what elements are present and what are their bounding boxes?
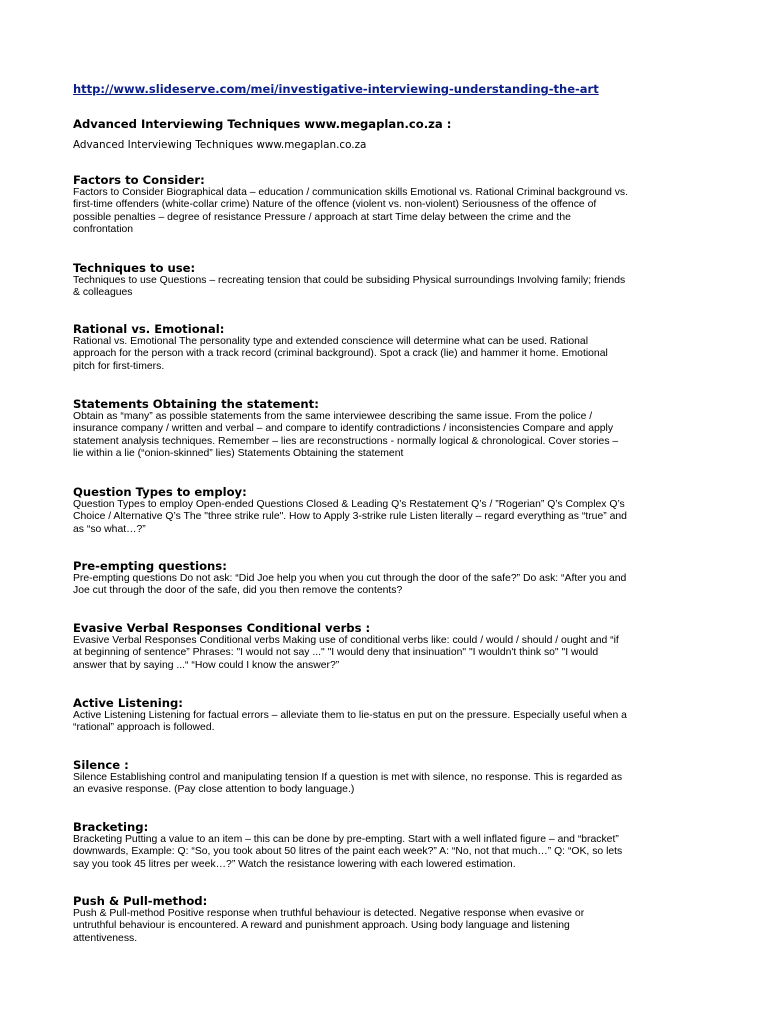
section-statements <box>73 397 705 461</box>
section-line: first-time offenders (white-collar crime) Nature of the offence (violent vs. non-violent) Seriousness of the offence of <box>73 199 597 211</box>
section-line: pitch for first-timers. <box>73 360 165 372</box>
section-line: Choice / Alternative Q’s The "three strike rule". How to Apply 3-strike rule Listen literally – regard everything as “true” and <box>73 511 627 523</box>
section-heading: Active Listening: <box>73 696 183 710</box>
section-line: approach for the person with a track record (criminal background). Spot a crack (lie) and hammer it home. Emotional <box>73 348 608 360</box>
section-line: Techniques to use Questions – recreating tension that could be subsiding Physical surroundings Involving family; friends <box>73 275 626 286</box>
section-line: at beginning of sentence” Phrases: "I would not say ..." "I would deny that insinuation" "I wouldn't think so" "I would <box>73 647 599 659</box>
section-heading: Evasive Verbal Responses Conditional verbs : <box>73 621 371 635</box>
section-line: Factors to Consider Biographical data – education / communication skills Emotional vs. Rational Criminal background vs. <box>73 187 629 198</box>
section-heading: Pre-empting questions: <box>73 559 227 573</box>
section-line: confrontation <box>73 224 134 236</box>
section-line: Active Listening Listening for factual errors – alleviate them to lie-status en put on the pressure. Especially useful when a <box>73 710 627 721</box>
section-heading: Statements Obtaining the statement: <box>73 397 319 411</box>
section-line: Pre-empting questions Do not ask: “Did Joe help you when you cut through the door of the safe?” Do ask: “After you and <box>73 573 627 584</box>
document-title: Advanced Interviewing Techniques www.megaplan.co.za : <box>73 117 452 131</box>
section-line: an evasive response. (Pay close attention to body language.) <box>73 784 355 796</box>
document-subtitle: Advanced Interviewing Techniques www.megaplan.co.za <box>73 139 367 151</box>
section-heading: Question Types to employ: <box>73 485 247 499</box>
section-heading: Factors to Consider: <box>73 173 205 187</box>
section-line: as “so what…?” <box>73 523 146 535</box>
section-line: “rational” approach is followed. <box>73 722 215 734</box>
section-techniques-to-use <box>73 261 705 300</box>
section-line: Question Types to employ Open-ended Questions Closed & Leading Q’s Restatement Q’s / ”Rogerian” Q’s Complex Q’s <box>73 499 625 510</box>
section-heading: Bracketing: <box>73 820 149 834</box>
section-question-types <box>73 485 705 536</box>
subtitle-section <box>73 139 705 151</box>
section-line: Rational vs. Emotional The personality type and extended conscience will determine what can be used. Rational <box>73 336 589 347</box>
section-line: answer that by saying ...“ “How could I know the answer?” <box>73 659 340 671</box>
source-link[interactable]: http://www.slideserve.com/mei/investigative-interviewing-understanding-the-art <box>73 82 599 96</box>
section-line: lie within a lie (“onion-skinned” lies) Statements Obtaining the statement <box>73 448 404 460</box>
section-pre-empting-questions <box>73 559 705 598</box>
section-active-listening <box>73 696 705 735</box>
section-line: attentiveness. <box>73 932 138 944</box>
title-section <box>73 117 705 131</box>
section-factors-to-consider <box>73 173 705 237</box>
section-line: Bracketing Putting a value to an item – this can be done by pre-empting. Start with a well inflated figure – and “bracket” <box>73 834 619 845</box>
section-bracketing <box>73 820 705 871</box>
section-line: & colleagues <box>73 287 133 299</box>
section-line: untruthful behaviour is encountered. A reward and punishment approach. Using body language and listening <box>73 920 570 932</box>
section-heading: Silence : <box>73 758 129 772</box>
section-push-pull-method <box>73 894 705 945</box>
section-line: say you took 45 litres per week…?” Watch the resistance lowering with each lowered estimation. <box>73 858 516 870</box>
section-line: statement analysis techniques. Remember – lies are reconstructions - normally logical & chronological. Cover stories – <box>73 435 619 447</box>
section-line: downwards, Example: Q: “So, you took about 50 litres of the paint each week?” A: “No, not that much…” Q: “OK, so lets <box>73 846 623 858</box>
section-heading: Rational vs. Emotional: <box>73 322 225 336</box>
section-silence <box>73 758 705 797</box>
section-line: possible penalties – degree of resistance Pressure / approach at start Time delay between the crime and the <box>73 211 571 223</box>
section-heading: Techniques to use: <box>73 261 196 275</box>
section-rational-vs-emotional <box>73 322 705 373</box>
section-line: Push & Pull-method Positive response when truthful behaviour is detected. Negative response when evasive or <box>73 908 585 919</box>
section-line: Silence Establishing control and manipulating tension If a question is met with silence, no response. This is regarded as <box>73 772 623 783</box>
section-line: Joe cut through the door of the safe, did you then remove the contents? <box>73 585 403 597</box>
section-line: Obtain as “many” as possible statements from the same interviewee describing the same issue. From the police / <box>73 411 593 422</box>
section-line: insurance company / written and verbal – and compare to identify contradictions / inconsistencies Compare and apply <box>73 423 614 435</box>
section-line: Evasive Verbal Responses Conditional verbs Making use of conditional verbs like: could / would / should / ought and “if <box>73 635 619 646</box>
section-evasive-verbal-responses <box>73 621 705 672</box>
section-heading: Push & Pull-method: <box>73 894 208 908</box>
